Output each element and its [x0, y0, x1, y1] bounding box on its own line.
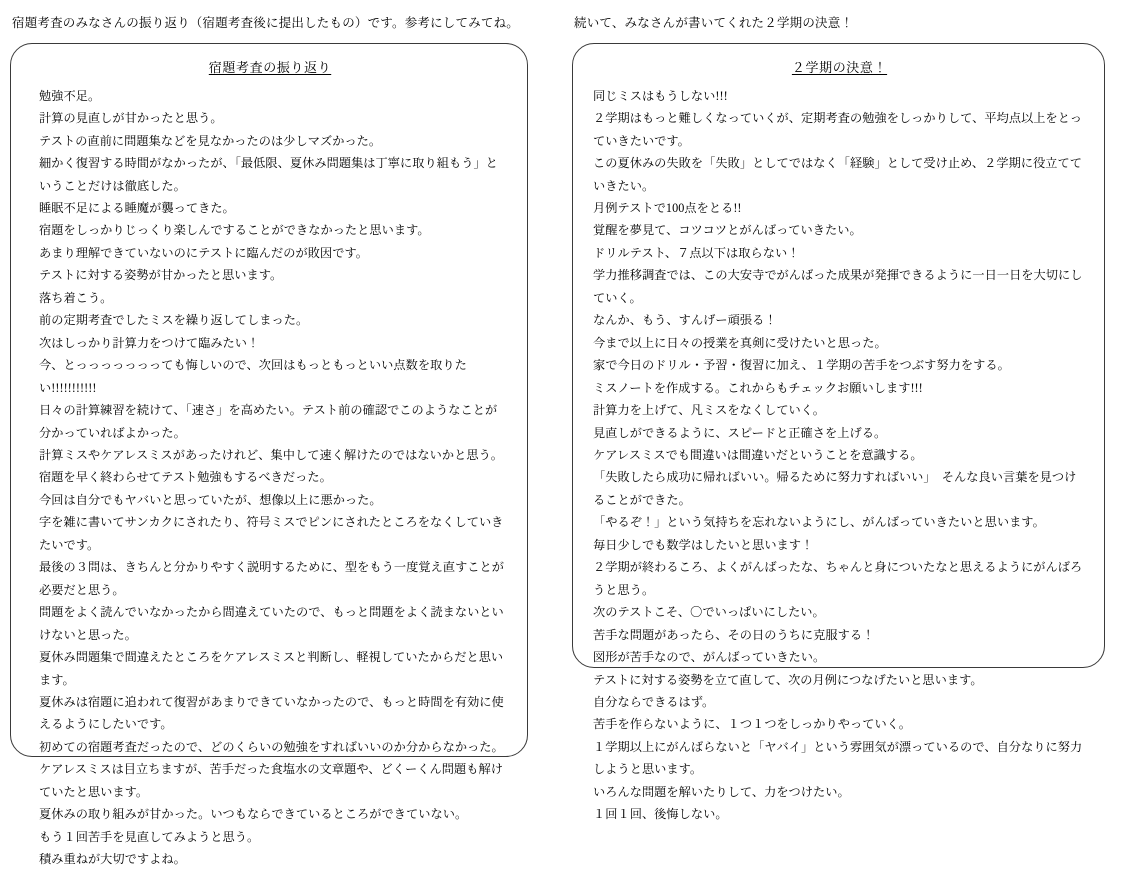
text-line: 毎日少しでも数学はしたいと思います！ — [593, 537, 814, 552]
text-line: １回１回、後悔しない。 — [593, 807, 728, 822]
text-line: 「やるぞ！」という気持ちを忘れないようにし、がんばっていきたいと思います。 — [593, 515, 1045, 530]
text-line: 家で今日のドリル・予習・復習に加え、１学期の苦手をつぶす努力をする。 — [593, 358, 1010, 373]
resolution-box — [572, 43, 1105, 822]
text-line: ２学期が終わるころ、よくがんばったな、ちゃんと身についたなと思えるようにがんばろうと思う。 — [593, 560, 1083, 597]
text-line: 「失敗したら成功に帰ればいい。帰るために努力すればいい」 そんな良い言葉を見つけることができた。 — [593, 470, 1077, 507]
text-line: この夏休みの失敗を「失敗」としてではなく「経験」として受け止め、２学期に役立てていきたい。 — [593, 156, 1083, 193]
text-line: テストに対する姿勢が甘かったと思います。 — [39, 268, 283, 283]
text-line: 積み重ねが大切ですよね。 — [39, 852, 186, 867]
text-line: 勉強不足。 — [39, 88, 101, 103]
text-line: 苦手な問題があったら、その日のうちに克服する！ — [593, 627, 875, 642]
text-line: 夏休みの取り組みが甘かった。いつもならできているところができていない。 — [39, 807, 468, 822]
text-line: 今、とっっっっっっっても悔しいので、次回はもっともっといい点数を取りたい!!!!!!!!!!! — [39, 358, 467, 395]
text-line: 字を雑に書いてサンカクにされたり、符号ミスでピンにされたところをなくしていきたいです。 — [39, 515, 504, 552]
text-line: なんか、もう、すんげー頑張る！ — [593, 313, 777, 328]
text-line: 今回は自分でもヤバいと思っていたが、想像以上に悪かった。 — [39, 492, 382, 507]
text-line: いろんな問題を解いたりして、力をつけたい。 — [593, 784, 850, 799]
text-line: 計算ミスやケアレスミスがあったけれど、集中して速く解けたのではないかと思う。 — [39, 448, 504, 462]
text-line: ケアレスミスでも間違いは間違いだということを意識する。 — [593, 448, 923, 462]
reflection-line-list — [29, 85, 511, 871]
text-line: 図形が苦手なので、がんばっていきたい。 — [593, 650, 826, 665]
text-line: 前の定期考査でしたミスを繰り返してしまった。 — [39, 313, 309, 328]
text-line: ミスノートを作成する。これからもチェックお願いします!!! — [593, 380, 923, 395]
text-line: 落ち着こう。 — [39, 290, 113, 305]
left-column — [0, 0, 562, 867]
right-column — [562, 0, 1124, 822]
right-intro-text: 続いて、みなさんが書いてくれた２学期の決意！ — [574, 16, 854, 30]
text-line: テストの直前に問題集などを見なかったのは少しマズかった。 — [39, 133, 382, 148]
text-line: 月例テストで100点をとる!! — [593, 201, 742, 216]
text-line: 睡眠不足による睡魔が襲ってきた。 — [39, 201, 235, 216]
text-line: １学期以上にがんばらないと「ヤバイ」という雰囲気が漂っているので、自分なりに努力しようと思います。 — [593, 739, 1083, 777]
text-line: 最後の３問は、きちんと分かりやすく説明するために、型をもう一度覚え直すことが必要だと思う。 — [39, 560, 505, 597]
text-line: ２学期はもっと難しくなっていくが、定期考査の勉強をしっかりして、平均点以上をとっていきたいです。 — [593, 111, 1083, 148]
text-line: 夏休みは宿題に追われて復習があまりできていなかったので、もっと時間を有効に使えるようにしたいです。 — [39, 694, 504, 732]
text-line: 次はしっかり計算力をつけて臨みたい！ — [39, 335, 260, 350]
text-line: 自分ならできるはず。 — [593, 694, 715, 709]
text-line: 覚醒を夢見て、コツコツとがんばっていきたい。 — [593, 223, 862, 238]
text-line: テストに対する姿勢を立て直して、次の月例につなげたいと思います。 — [593, 672, 983, 687]
text-line: 夏休み問題集で間違えたところをケアレスミスと判断し、軽視していたからだと思います。 — [39, 650, 504, 687]
text-line: 細かく復習する時間がなかったが、「最低限、夏休み問題集は丁寧に取り組もう」ということだけは徹底した。 — [39, 156, 498, 193]
text-line: 次のテストこそ、〇でいっぱいにしたい。 — [593, 605, 825, 620]
resolution-box-title: ２学期の決意！ — [791, 59, 888, 75]
text-line: 学力推移調査では、この大安寺でがんばった成果が発揮できるように一日一日を大切にしていく。 — [593, 268, 1083, 305]
text-line: ケアレスミスは目立ちますが、苦手だった食塩水の文章題や、どくーくん問題も解けていたと思います。 — [39, 762, 503, 799]
text-line: 今まで以上に日々の授業を真剣に受けたいと思った。 — [593, 335, 887, 350]
text-line: 問題をよく読んでいなかったから間違えていたので、もっと問題をよく読まないといけないと思った。 — [39, 605, 504, 642]
text-line: 苦手を作らないように、１つ１つをしっかりやっていく。 — [593, 717, 911, 732]
text-line: 日々の計算練習を続けて、「速さ」を高めたい。テスト前の確認でこのようなことが分かっていればよかった。 — [39, 403, 498, 440]
text-line: もう１回苦手を見直してみようと思う。 — [39, 829, 260, 844]
text-line: 宿題をしっかりじっくり楽しんですることができなかったと思います。 — [39, 223, 430, 238]
text-line: 宿題を早く終わらせてテスト勉強もするべきだった。 — [39, 470, 332, 485]
text-line: 同じミスはもうしない!!! — [593, 88, 728, 103]
text-line: 計算の見直しが甘かったと思う。 — [39, 111, 223, 126]
text-line: 初めての宿題考査だったので、どのくらいの勉強をすればいいのか分からなかった。 — [39, 739, 504, 754]
reflection-box-title: 宿題考査の振り返り — [208, 59, 332, 75]
resolution-line-list — [591, 85, 1088, 826]
reflection-box — [10, 43, 528, 867]
text-line: ドリルテスト、７点以下は取らない！ — [593, 245, 800, 260]
left-intro-text: 宿題考査のみなさんの振り返り（宿題考査後に提出したもの）です。参考にしてみてね。 — [12, 16, 520, 30]
text-line: あまり理解できていないのにテストに臨んだのが敗因です。 — [39, 245, 368, 260]
text-line: 見直しができるように、スピードと正確さを上げる。 — [593, 425, 887, 440]
text-line: 計算力を上げて、凡ミスをなくしていく。 — [593, 403, 826, 418]
